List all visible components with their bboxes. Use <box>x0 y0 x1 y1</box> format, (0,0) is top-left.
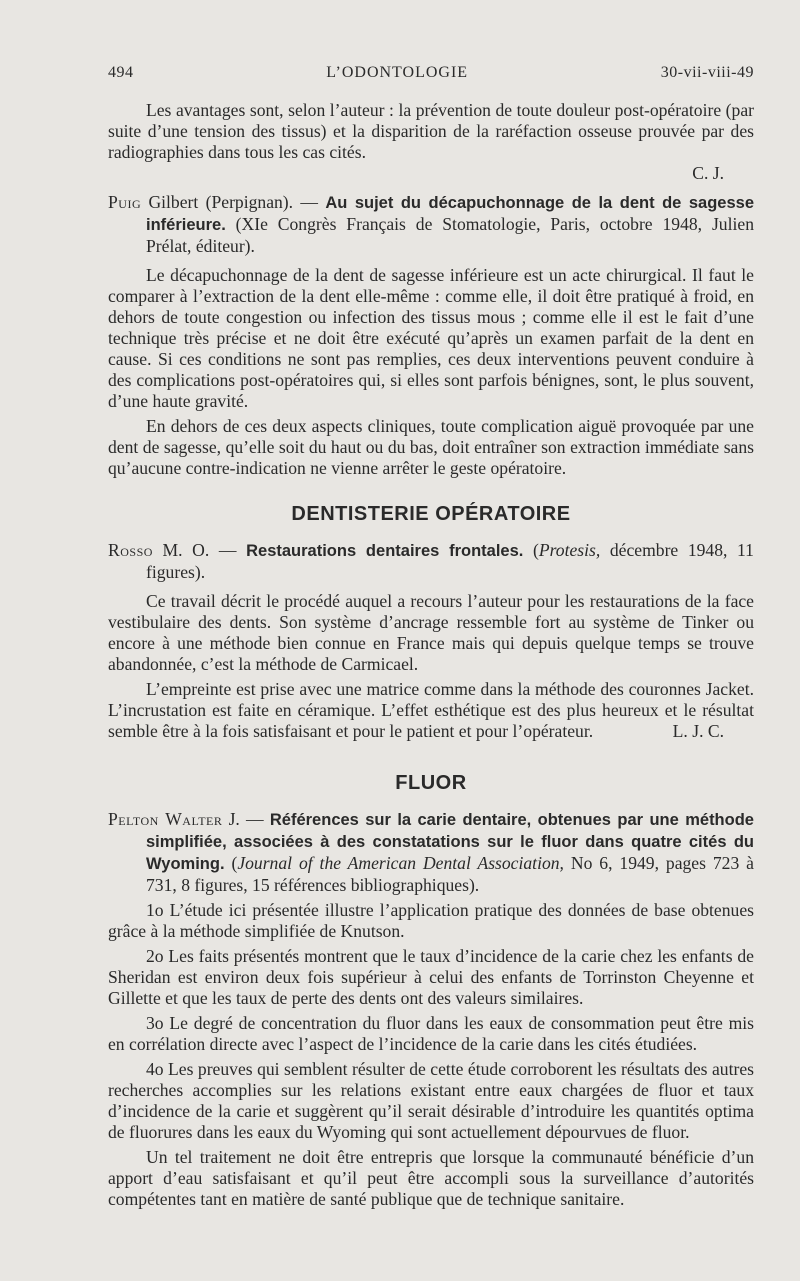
intro-paragraph: Les avantages sont, selon l’auteur : la prévention de toute douleur post-opératoire (par suite d’une tension des tissus) et la disparition de la raréfaction osseuse prouvée par des radiographies dans tous les cas cités. <box>108 100 754 162</box>
rosso-title: Restaurations dentaires frontales. <box>246 542 524 560</box>
puig-paragraph-2: En dehors de ces deux aspects cliniques, toute complication aiguë provoquée par une dent de sagesse, qu’elle soit du haut ou du bas, doit entraîner son extraction immédiate sans qu’aucune contre-indication ne vienne arrêter le geste opératoire. <box>108 416 754 478</box>
rosso-ref-open: ( <box>523 540 539 560</box>
rosso-author-rest: M. O. — <box>152 540 247 560</box>
pelton-point-1: 1o L’étude ici présentée illustre l’application pratique des données de base obtenues grâce à la méthode simplifiée de Knutson. <box>108 900 754 941</box>
pelton-point-4: 4o Les preuves qui semblent résulter de cette étude corroborent les résultats des autres recherches accomplies sur les relations existant entre eaux chargées de fluor et taux d’incidence de la carie et suggèrent qu’il serait désirable d’introduire les quantités optima de fluorures dans les eaux du Wyoming qui sont actuellement dépourvues de fluor. <box>108 1059 754 1142</box>
section-heading-fluor: FLUOR <box>395 772 467 794</box>
pelton-citation <box>108 809 754 896</box>
rosso-paragraph-1: Ce travail décrit le procédé auquel a recours l’auteur pour les restaurations de la face vestibulaire des dents. Son système d’ancrage ressemble fort au système de Tinker ou encore à une méthode bien connue en France mais qui depuis quelque temps se trouve abandonnée, c’est la méthode de Carmicael. <box>108 591 754 674</box>
rosso-author: Rosso <box>108 540 153 560</box>
pelton-journal: Journal of the American Dental Association, <box>237 853 564 873</box>
rosso-paragraph-2 <box>108 679 754 742</box>
puig-citation <box>108 192 754 257</box>
rosso-ref-rest: décembre 1948, 11 figures). <box>146 540 754 582</box>
page-number: 494 <box>108 64 134 81</box>
rosso-signature: L. J. C. <box>672 721 724 741</box>
puig-author: Puig <box>108 192 142 212</box>
puig-author-rest: Gilbert (Perpignan). — <box>141 192 326 212</box>
pelton-title: Références sur la carie dentaire, obtenues par une méthode simplifiée, associées à des constatations sur le fluor dans quatre cités du Wyoming. <box>146 811 754 873</box>
journal-title: L’ODONTOLOGIE <box>326 64 469 81</box>
intro-signature: C. J. <box>692 163 724 183</box>
pelton-author-rest: J. — <box>222 809 270 829</box>
section-heading-dentisterie: DENTISTERIE OPÉRATOIRE <box>291 503 571 525</box>
pelton-ref-rest: No 6, 1949, pages 723 à 731, 8 figures, 15 références bibliographiques). <box>146 853 754 895</box>
pelton-author: Pelton Walter <box>108 809 223 829</box>
page-header <box>108 64 754 82</box>
pelton-conclusion: Un tel traitement ne doit être entrepris que lorsque la communauté bénéficie d’un apport d’eau satisfaisant et qu’il peut être accompli sous la surveillance d’autorités compétentes tant en matière de santé publique que de technique sanitaire. <box>108 1147 754 1209</box>
pelton-point-2: 2o Les faits présentés montrent que le taux d’incidence de la carie chez les enfants de Sheridan est environ deux fois supérieur à celui des enfants de Torrinston Cheyenne et Gillette et que les taux de perte des dents ont des valeurs similaires. <box>108 946 754 1008</box>
pelton-point-3: 3o Le degré de concentration du fluor dans les eaux de consommation peut être mis en corrélation directe avec l’aspect de l’incidence de la carie dans les cités étudiées. <box>108 1013 754 1054</box>
puig-reference: (XIe Congrès Français de Stomatologie, Paris, octobre 1948, Julien Prélat, éditeur). <box>146 214 754 256</box>
rosso-journal: Protesis, <box>538 540 601 560</box>
rosso-paragraph-2-text: L’empreinte est prise avec une matrice comme dans la méthode des couronnes Jacket. L’incrustation est faite en céramique. L’effet esthétique est des plus heureux et le résultat semble être à la fois satisfaisant et pour le patient et pour l’opérateur. <box>108 679 754 741</box>
pelton-ref-open: ( <box>224 853 238 873</box>
puig-title: Au sujet du décapuchonnage de la dent de sagesse inférieure. <box>146 194 754 234</box>
rosso-citation <box>108 540 754 583</box>
puig-paragraph-1: Le décapuchonnage de la dent de sagesse inférieure est un acte chirurgical. Il faut le comparer à l’extraction de la dent elle-même : comme elle, il doit être pratiqué à froid, en dehors de toute congestion ou infection des tissus mous ; comme elle il est le fait d’une technique très précise et ne doit être exécuté qu’après un examen parfait de la dent en cause. Si ces conditions ne sont pas remplies, ces deux interventions peuvent conduire à des complications post-opératoires qui, si elles sont parfois bénignes, sont, le plus souvent, d’une haute gravité. <box>108 265 754 411</box>
issue-date: 30-vii-viii-49 <box>660 64 754 81</box>
